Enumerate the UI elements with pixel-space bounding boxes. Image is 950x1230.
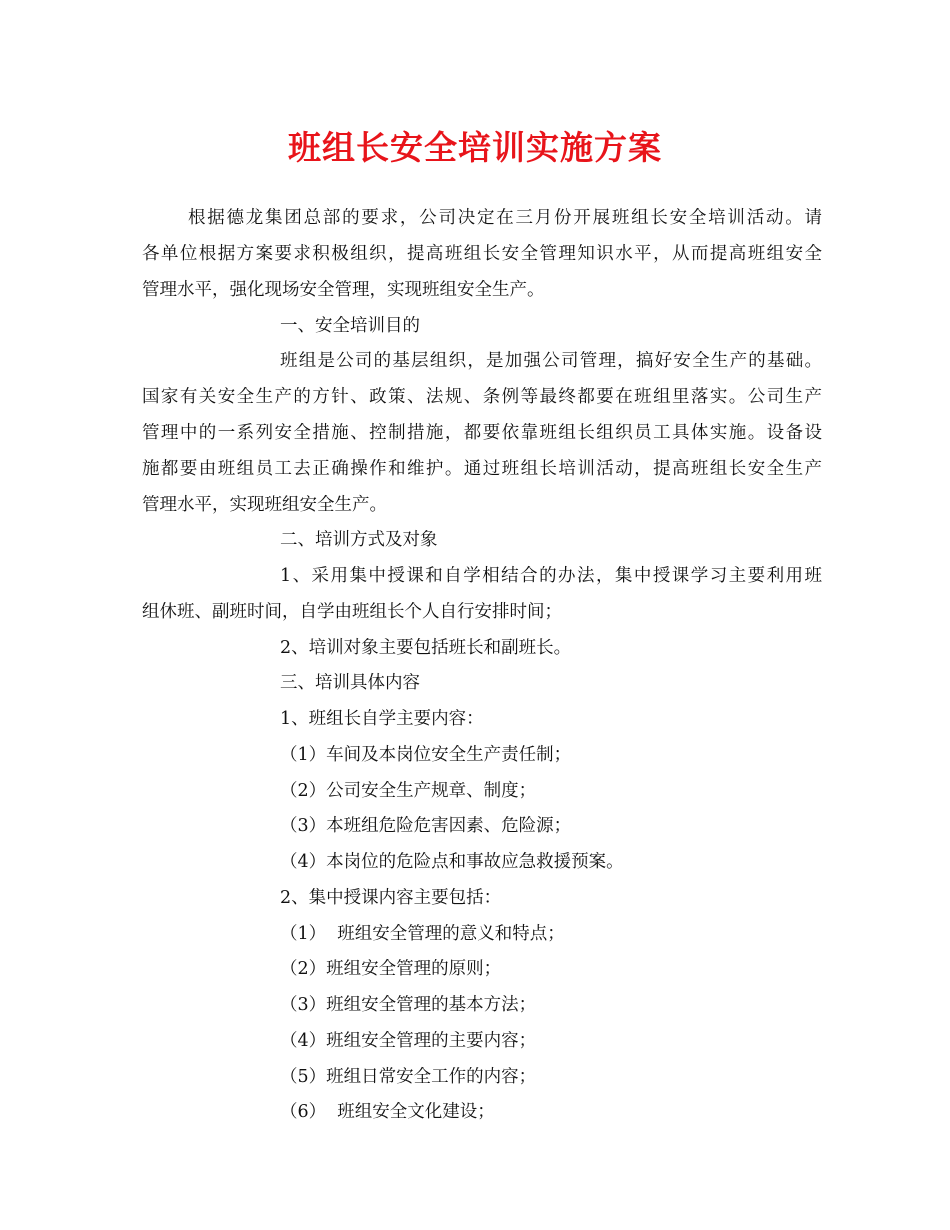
section1-line-2: 国家有关安全生产的方针、政策、法规、条例等最终都要在班组里落实。公司生产 — [142, 387, 822, 407]
selfstudy-item: （2）公司安全生产规章、制度； — [280, 781, 537, 801]
selfstudy-item: （1）车间及本岗位安全生产责任制； — [280, 745, 572, 765]
section1-heading: 一、安全培训目的 — [280, 316, 420, 336]
intro-line-3: 管理水平，强化现场安全管理，实现班组安全生产。 — [142, 280, 545, 300]
section1-line-3: 管理中的一系列安全措施、控制措施，都要依靠班组长组织员工具体实施。设备设 — [142, 423, 822, 443]
lecture-item: （3）班组安全管理的基本方法； — [280, 995, 537, 1015]
section2-item2: 2、培训对象主要包括班长和副班长。 — [280, 638, 572, 658]
section3-heading: 三、培训具体内容 — [280, 673, 420, 693]
lecture-item: （1） 班组安全管理的意义和特点； — [280, 924, 565, 944]
section2-item1-line-2: 组休班、副班时间，自学由班组长个人自行安排时间； — [142, 602, 562, 622]
section1-line-4: 施都要由班组员工去正确操作和维护。通过班组长培训活动，提高班组长安全生产 — [142, 459, 822, 479]
lecture-item: （4）班组安全管理的主要内容； — [280, 1031, 537, 1051]
lecture-item: （5）班组日常安全工作的内容； — [280, 1067, 537, 1087]
selfstudy-heading: 1、班组长自学主要内容： — [280, 709, 484, 729]
selfstudy-item: （4）本岗位的危险点和事故应急救援预案。 — [280, 852, 624, 872]
section2-item1-line-1: 1、采用集中授课和自学相结合的办法，集中授课学习主要利用班 — [280, 566, 822, 586]
selfstudy-item: （3）本班组危险危害因素、危险源； — [280, 816, 572, 836]
intro-line-1: 根据德龙集团总部的要求，公司决定在三月份开展班组长安全培训活动。请 — [188, 208, 822, 228]
lecture-item: （2）班组安全管理的原则； — [280, 959, 502, 979]
section1-line-1: 班组是公司的基层组织，是加强公司管理，搞好安全生产的基础。 — [280, 351, 822, 371]
intro-line-2: 各单位根据方案要求积极组织，提高班组长安全管理知识水平，从而提高班组安全 — [142, 244, 822, 264]
lecture-heading: 2、集中授课内容主要包括： — [280, 888, 502, 908]
lecture-item: （6） 班组安全文化建设； — [280, 1102, 495, 1122]
section2-heading: 二、培训方式及对象 — [280, 530, 438, 550]
section1-line-5: 管理水平，实现班组安全生产。 — [142, 495, 387, 515]
document-title: 班组长安全培训实施方案 — [288, 128, 662, 167]
